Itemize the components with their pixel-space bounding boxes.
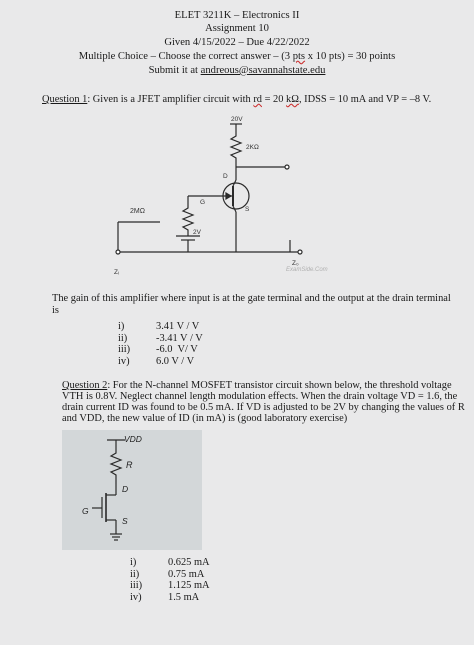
bias-voltage-label: 2V	[193, 229, 201, 236]
question1-text-c: , IDSS = 10 mA and VP = –8 V.	[298, 94, 432, 105]
option-text: 3.41 V / V	[156, 321, 200, 332]
question1-prompt-line2: is	[52, 305, 59, 316]
question2-option[interactable]	[130, 569, 210, 581]
course-title: ELET 3211K – Electronics II	[174, 10, 300, 21]
question1-text-a: : Given is a JFET amplifier circuit with	[87, 94, 254, 105]
jfet-amplifier-circuit	[90, 112, 390, 287]
option-number: iii)	[130, 580, 143, 592]
option-number: iii)	[118, 344, 131, 356]
watermark: ExamSide.Com	[286, 267, 328, 273]
question2-label: Question 2	[62, 380, 108, 391]
option-text: 0.625 mA	[168, 557, 210, 568]
option-number: ii)	[130, 568, 140, 580]
question1-option[interactable]	[118, 333, 203, 345]
option-text: -6.0 V/ V	[156, 344, 198, 356]
question2-line4: and VDD, the new value of ID (in mA) is (good laboratory exercise)	[62, 413, 348, 424]
question1-option[interactable]	[118, 344, 203, 356]
instructions-text-a: Multiple Choice – Choose the correct answer – (3	[78, 51, 293, 62]
question1-option[interactable]	[118, 356, 203, 368]
question1-kohm: kΩ	[286, 94, 299, 105]
zi-label: Zᵢ	[114, 269, 119, 276]
question1-text-b: = 20	[262, 94, 287, 105]
option-number: i)	[118, 321, 125, 332]
question2-option[interactable]	[130, 557, 210, 569]
option-number: iv)	[130, 591, 142, 603]
option-number: i)	[130, 557, 137, 568]
question2-line1	[62, 380, 472, 392]
vdd-label: VDD	[124, 434, 142, 444]
question2-line3: drain current ID was found to be 0.5 mA. If VD is adjusted to be 2V by changing the values of R	[62, 402, 465, 413]
question1-prompt-line1: The gain of this amplifier where input is at the gate terminal and the output at the drain terminal	[52, 293, 451, 304]
mosfet-source-label: S	[122, 516, 128, 526]
zo-label: Z₀	[292, 260, 299, 267]
gate-label: G	[200, 199, 206, 206]
question2-line2: VTH is 0.8V. Neglect channel length modulation effects. When the drain voltage VD = 1.6, the	[62, 391, 458, 402]
r-label: R	[126, 460, 133, 470]
question1-option[interactable]	[118, 321, 203, 333]
mosfet-circuit	[62, 430, 202, 550]
option-text: 1.125 mA	[168, 580, 210, 592]
option-text: 1.5 mA	[168, 591, 200, 603]
instructions	[0, 51, 474, 63]
option-text: 0.75 mA	[168, 568, 205, 580]
submit-line	[0, 65, 474, 77]
pts-word: pts	[292, 51, 306, 62]
question1-rd: rd	[253, 94, 262, 105]
option-text: 6.0 V / V	[156, 355, 195, 367]
question2-text-a: : For the N-channel MOSFET transistor circuit shown below, the threshold voltage	[107, 380, 452, 391]
question1-statement	[42, 94, 472, 106]
question2-options	[130, 557, 210, 603]
submit-text: Submit it at	[148, 65, 201, 76]
mosfet-drain-label: D	[122, 484, 129, 494]
rg-label: 2MΩ	[130, 208, 145, 215]
supply-voltage-label: 20V	[231, 116, 243, 123]
question2-option[interactable]	[130, 580, 210, 592]
question1-label: Question 1	[42, 94, 88, 105]
due-dates: Given 4/15/2022 – Due 4/22/2022	[164, 37, 310, 48]
question2-option[interactable]	[130, 592, 210, 604]
rd-label: 2KΩ	[246, 144, 259, 151]
question1-options	[118, 321, 203, 367]
option-text: -3.41 V / V	[156, 332, 203, 344]
mosfet-gate-label: G	[82, 506, 89, 516]
instructions-text-b: x 10 pts) = 30 points	[305, 51, 396, 62]
option-number: iv)	[118, 355, 130, 367]
drain-label: D	[223, 173, 228, 180]
option-number: ii)	[118, 332, 128, 344]
submit-email-link[interactable]: andreous@savannahstate.edu	[200, 65, 326, 76]
assignment-title: Assignment 10	[205, 23, 269, 34]
source-label: S	[245, 206, 250, 213]
